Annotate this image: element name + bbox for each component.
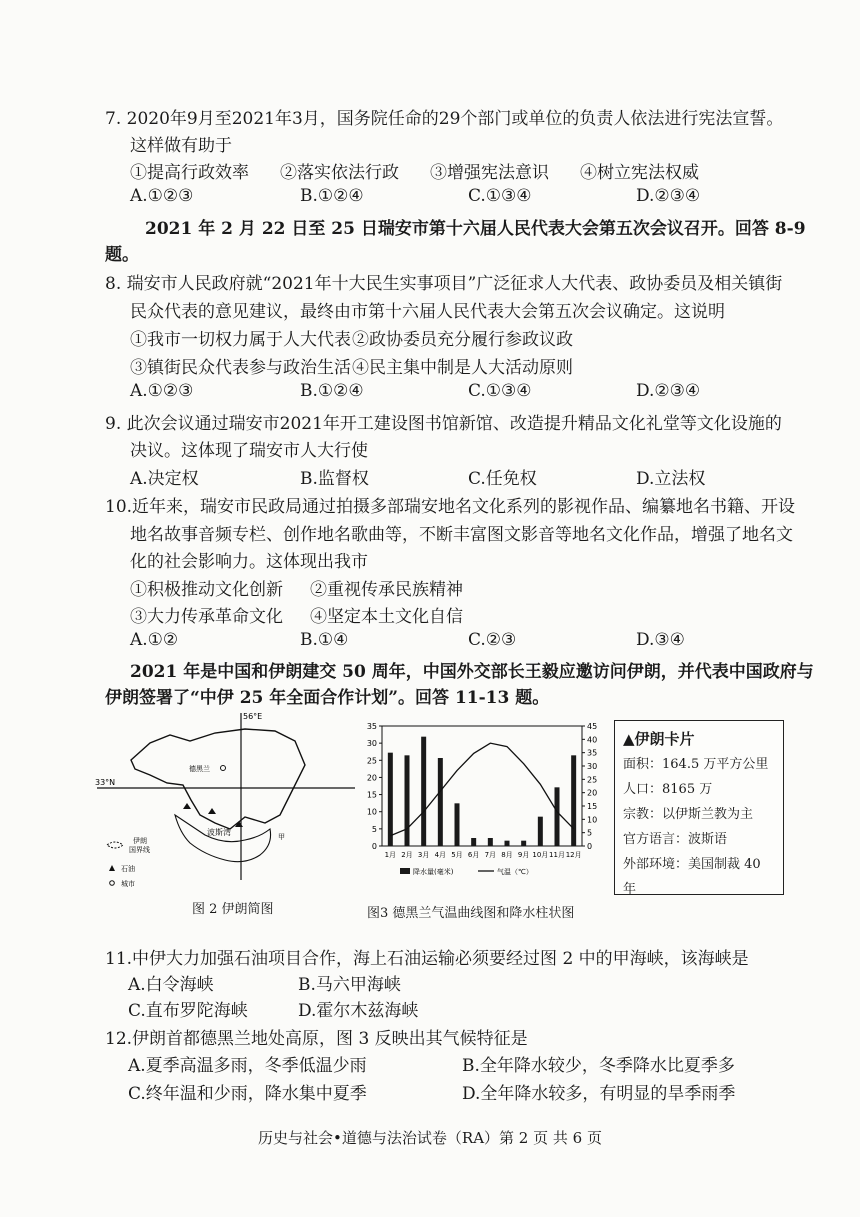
q7-stem-line1: 7. 2020年9月至2021年3月，国务院任命的29个部门或单位的负责人依法进行宪法宣誓。 (105, 109, 784, 129)
q11-stem: 11.中伊大力加强石油项目合作，海上石油运输必须要经过图 2 中的甲海峡，该海峡是 (105, 949, 749, 969)
q10-statement-2: ②重视传承民族精神 (310, 580, 463, 600)
legend-border-symbol (107, 842, 123, 848)
right-axis-tick-label: 40 (587, 735, 598, 745)
q10-statement-1: ①积极推动文化创新 (130, 580, 283, 600)
q12-option-a[interactable]: A.夏季高温多雨，冬季低温少雨 (128, 1056, 367, 1076)
left-axis-tick-label: 35 (366, 722, 377, 731)
page-footer: 历史与社会•道德与法治试卷（RA）第 2 页 共 6 页 (258, 1129, 602, 1147)
q7-statement-2: ②落实依法行政 (280, 163, 399, 183)
precipitation-bar (388, 753, 393, 846)
q7-option-b[interactable]: B.①②④ (300, 186, 364, 206)
right-axis-tick-label: 10 (587, 815, 598, 825)
city-dot-tehran (221, 766, 226, 771)
right-axis-tick-label: 30 (587, 762, 598, 771)
precipitation-bar (538, 817, 543, 846)
legend-oil-symbol (109, 865, 115, 871)
precipitation-bar (571, 755, 576, 846)
card-area: 面积：164.5 万平方公里 (623, 757, 769, 772)
q12-stem: 12.伊朗首都德黑兰地处高原，图 3 反映出其气候特征是 (105, 1029, 528, 1049)
left-axis-tick-label: 30 (366, 739, 377, 749)
legend-city-label: 城市 (121, 880, 135, 888)
q11-option-a[interactable]: A.白令海峡 (128, 975, 214, 995)
left-axis-tick-label: 0 (371, 842, 377, 851)
intro-8-9-line1: 2021 年 2 月 22 日至 25 日瑞安市第十六届人民代表大会第五次会议召开。回答 8-9 (145, 219, 806, 239)
q12-option-b[interactable]: B.全年降水较少，冬季降水比夏季多 (462, 1056, 735, 1076)
right-axis-tick-label: 45 (587, 722, 598, 731)
precipitation-bar (438, 758, 443, 846)
precipitation-bar (471, 838, 476, 846)
precipitation-bar (405, 755, 410, 846)
intro-11-13-line2: 伊朗签署了“中伊 25 年全面合作计划”。回答 11-13 题。 (105, 688, 550, 708)
month-label: 5月 (451, 851, 463, 859)
month-label: 12月 (565, 851, 582, 859)
q8-option-d[interactable]: D.②③④ (636, 381, 701, 401)
oil-marker-2 (208, 808, 216, 814)
intro-11-13-line1: 2021 年是中国和伊朗建交 50 周年，中国外交部长王毅应邀访问伊朗，并代表中国政府与 (130, 662, 814, 682)
precipitation-bar (521, 841, 526, 846)
precipitation-bar (455, 803, 460, 846)
legend-oil-label: 石油 (121, 865, 135, 873)
right-axis-tick-label: 5 (587, 828, 593, 838)
q10-stem-line3: 化的社会影响力。这体现出我市 (130, 552, 368, 572)
q8-statement-2: ②政协委员充分履行参政议政 (352, 330, 573, 350)
card-title: ▲伊朗卡片 (623, 730, 695, 748)
right-axis-tick-label: 25 (587, 775, 598, 785)
q8-stem-line1: 8. 瑞安市人民政府就“2021年十大民生实事项目”广泛征求人大代表、政协委员及相关镇街 (105, 274, 783, 294)
q10-option-b[interactable]: B.①④ (300, 630, 349, 650)
oil-marker-1 (183, 803, 191, 809)
q10-statement-4: ④坚定本土文化自信 (310, 607, 463, 627)
month-label: 8月 (501, 851, 513, 859)
left-axis-tick-label: 15 (366, 790, 377, 800)
gulf-label: 波斯湾 (207, 828, 231, 837)
q11-option-b[interactable]: B.马六甲海峡 (298, 975, 401, 995)
left-axis-tick-label: 5 (371, 824, 377, 834)
q8-option-a[interactable]: A.①②③ (130, 381, 194, 401)
figure-3-caption: 图3 德黑兰气温曲线图和降水柱状图 (367, 906, 575, 921)
month-label: 10月 (532, 851, 549, 859)
card-population: 人口：8165 万 (623, 782, 713, 797)
q8-stem-line2: 民众代表的意见建议，最终由市第十六届人民代表大会第五次会议确定。这说明 (130, 302, 725, 322)
month-label: 11月 (549, 851, 565, 859)
q9-stem-line2: 决议。这体现了瑞安市人大行使 (130, 441, 368, 461)
left-axis-tick-label: 10 (366, 807, 377, 817)
iran-map (95, 705, 357, 900)
chart-frame (382, 726, 582, 846)
q12-option-c[interactable]: C.终年温和少雨，降水集中夏季 (128, 1084, 367, 1104)
parallel-label: 33°N (95, 778, 116, 787)
q10-option-c[interactable]: C.②③ (468, 630, 517, 650)
precipitation-bar (555, 787, 560, 846)
q8-statement-3: ③镇街民众代表参与政治生活 (130, 358, 351, 378)
q10-stem-line1: 10.近年来，瑞安市民政局通过拍摄多部瑞安地名文化系列的影视作品、编纂地名书籍、开设 (105, 497, 796, 517)
month-label: 6月 (467, 851, 480, 859)
gulf-coastline (175, 815, 271, 862)
q7-option-d[interactable]: D.②③④ (636, 186, 701, 206)
q9-option-b[interactable]: B.监督权 (300, 469, 369, 489)
legend-temperature-label: 气温（℃） (497, 868, 533, 876)
q11-option-d[interactable]: D.霍尔木兹海峡 (298, 1001, 419, 1021)
right-axis-tick-label: 20 (587, 788, 598, 798)
card-language: 官方语言：波斯语 (623, 832, 728, 847)
card-environment: 外部环境：美国制裁 40 年 (623, 857, 761, 897)
precipitation-bar (488, 838, 493, 846)
month-label: 7月 (484, 851, 497, 859)
q9-option-a[interactable]: A.决定权 (130, 469, 199, 489)
q12-option-d[interactable]: D.全年降水较多，有明显的旱季雨季 (462, 1084, 736, 1104)
strait-label: 甲 (278, 833, 285, 841)
left-axis-tick-label: 20 (366, 773, 377, 783)
q7-statement-3: ③增强宪法意识 (430, 163, 549, 183)
q7-statement-1: ①提高行政效率 (130, 163, 249, 183)
q8-option-c[interactable]: C.①③④ (468, 381, 532, 401)
right-axis-tick-label: 35 (587, 748, 598, 758)
q7-statement-4: ④树立宪法权威 (580, 163, 699, 183)
q8-option-b[interactable]: B.①②④ (300, 381, 364, 401)
q10-option-d[interactable]: D.③④ (636, 630, 685, 650)
q7-stem-line2: 这样做有助于 (130, 136, 232, 156)
left-axis-tick-label: 25 (366, 756, 377, 766)
month-label: 3月 (417, 851, 430, 859)
legend-bar-swatch (400, 868, 410, 874)
precipitation-bar (421, 737, 426, 846)
month-label: 1月 (384, 851, 397, 859)
figure-2-caption: 图 2 伊朗简图 (192, 902, 274, 917)
q8-statement-1: ①我市一切权力属于人大代表 (130, 330, 351, 350)
precipitation-bar (505, 841, 510, 846)
right-axis-tick-label: 15 (587, 802, 598, 811)
q10-stem-line2: 地名故事音频专栏、创作地名歌曲等，不断丰富图文影音等地名文化作品，增强了地名文 (130, 525, 793, 545)
q10-option-a[interactable]: A.①② (130, 630, 179, 650)
tehran-climate-chart (360, 718, 610, 900)
temperature-line (390, 743, 573, 836)
legend-city-symbol (110, 881, 115, 886)
q10-statement-3: ③大力传承革命文化 (130, 607, 283, 627)
capital-label: 德黑兰 (189, 765, 210, 773)
meridian-label: 56°E (243, 712, 263, 721)
q9-stem-line1: 9. 此次会议通过瑞安市2021年开工建设图书馆新馆、改造提升精品文化礼堂等文化设施的 (105, 414, 782, 434)
q8-statement-4: ④民主集中制是人大活动原则 (352, 358, 573, 378)
q9-option-c[interactable]: C.任免权 (468, 469, 537, 489)
month-label: 9月 (517, 851, 530, 859)
q9-option-d[interactable]: D.立法权 (636, 469, 706, 489)
right-axis-tick-label: 0 (587, 842, 593, 851)
month-label: 4月 (434, 851, 447, 859)
month-label: 2月 (401, 851, 413, 859)
legend-border-label-1: 伊朗 (133, 837, 147, 845)
legend-precipitation-label: 降水量(毫米) (413, 868, 454, 876)
iran-outline (131, 729, 305, 829)
legend-border-label-2: 国界线 (129, 846, 150, 854)
intro-8-9-line2: 题。 (105, 245, 139, 265)
iran-info-card (614, 720, 784, 895)
q7-option-c[interactable]: C.①③④ (468, 186, 532, 206)
q7-option-a[interactable]: A.①②③ (130, 186, 194, 206)
card-religion: 宗教：以伊斯兰教为主 (623, 807, 754, 822)
q11-option-c[interactable]: C.直布罗陀海峡 (128, 1001, 248, 1021)
